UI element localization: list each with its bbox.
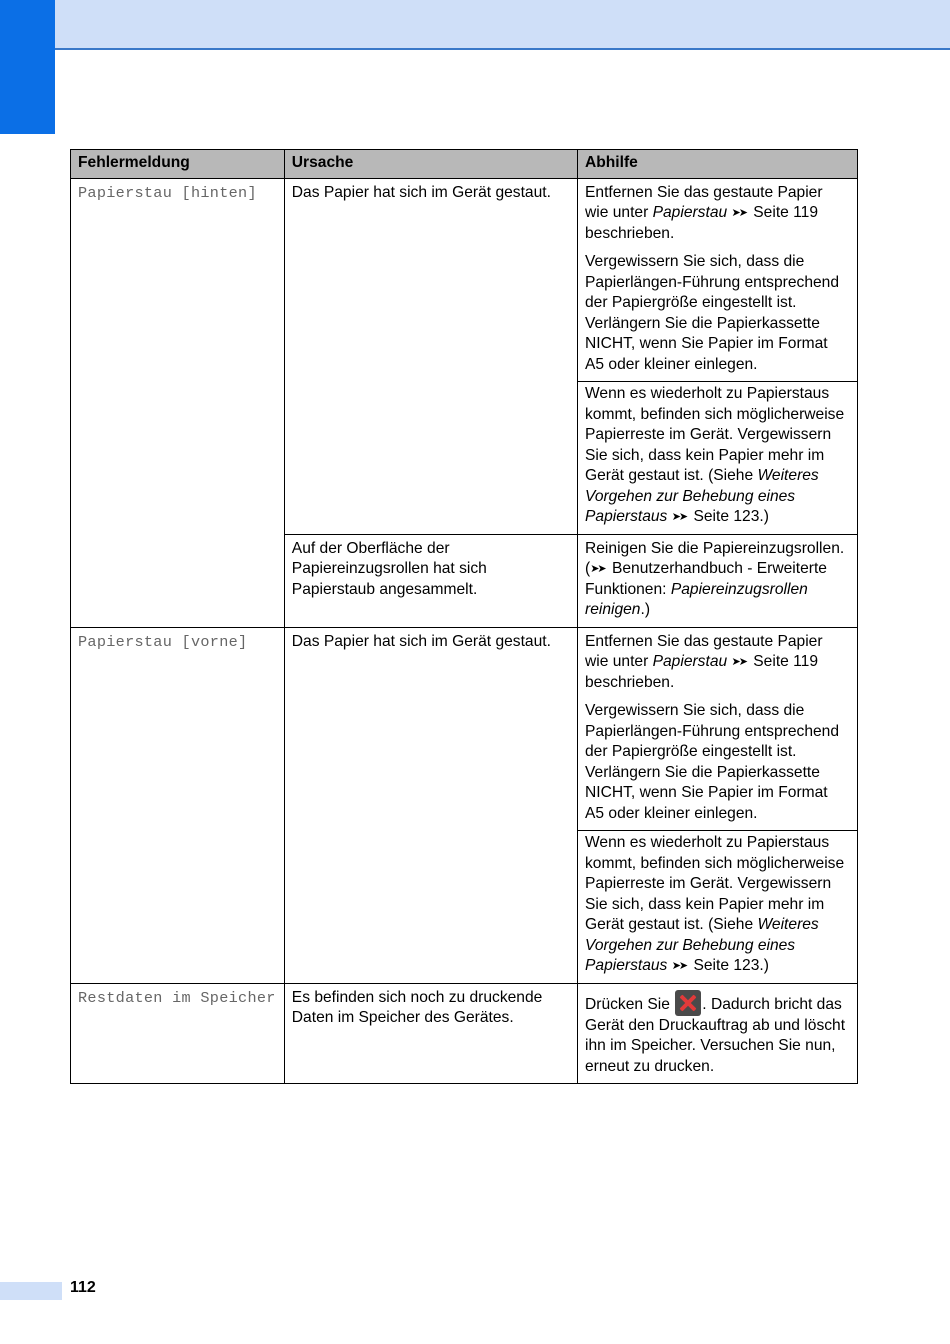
cause-cell: Das Papier hat sich im Gerät gestaut. (284, 627, 577, 983)
remedy-cell (578, 627, 858, 983)
column-header-remedy: Abhilfe (578, 150, 858, 179)
page-number-bar (0, 1282, 62, 1300)
remedy-paragraph: Vergewissern Sie sich, dass die Papierlängen-Führung entsprechend der Papiergröße eingestellt ist. Verlängern Sie die Papierkassette NICHT, wenn Sie Papier im Format A5 oder kleiner einlegen. (585, 702, 840, 822)
page-number: 112 (70, 1279, 96, 1296)
remedy-paragraph: Entfernen Sie das gestaute Papier wie unter Papierstau ➤➤ Seite 119 beschrieben. (585, 632, 823, 691)
double-arrow-icon: ➤➤ (590, 563, 605, 575)
column-header-error: Fehlermeldung (71, 150, 285, 179)
remedy-paragraph: Entfernen Sie das gestaute Papier wie unter Papierstau ➤➤ Seite 119 beschrieben. (585, 183, 823, 242)
table-header-row (71, 150, 858, 179)
remedy-cell (578, 983, 858, 1084)
remedy-paragraph: Wenn es wiederholt zu Papierstaus kommt, befinden sich möglicherweise Papierreste im Gerät. Vergewissern Sie sich, dass kein Papier mehr im Gerät gestaut ist. (Siehe Weiteres Vorgehen zur Behebung eines Papierstaus ➤➤ Seite 123.) (578, 830, 857, 983)
remedy-paragraph: Drücken Sie . Dadurch bricht das Gerät den Druckauftrag ab und löscht ihn im Speicher. Versuchen Sie nun, erneut zu drucken. (578, 984, 857, 1084)
error-message: Papierstau [vorne] (71, 627, 285, 983)
cause-cell: Auf der Oberfläche der Papiereinzugsrollen hat sich Papierstaub angesammelt. (284, 534, 577, 627)
error-message: Restdaten im Speicher (71, 983, 285, 1084)
remedy-cell (578, 178, 858, 534)
cancel-x-icon (675, 990, 701, 1016)
table-row (71, 627, 858, 983)
double-arrow-icon: ➤➤ (671, 511, 687, 523)
double-arrow-icon: ➤➤ (731, 207, 746, 219)
error-table (70, 149, 858, 1084)
remedy-paragraph: Vergewissern Sie sich, dass die Papierlängen-Führung entsprechend der Papiergröße eingestellt ist. Verlängern Sie die Papierkassette NICHT, wenn Sie Papier im Format A5 oder kleiner einlegen. (585, 253, 840, 373)
remedy-paragraph: Wenn es wiederholt zu Papierstaus kommt, befinden sich möglicherweise Papierreste im Gerät. Vergewissern Sie sich, dass kein Papier mehr im Gerät gestaut ist. (Siehe Weiteres Vorgehen zur Behebung eines Papierstaus ➤➤ Seite 123.) (578, 381, 857, 534)
remedy-cell (578, 534, 858, 627)
error-message: Papierstau [hinten] (71, 178, 285, 627)
double-arrow-icon: ➤➤ (731, 656, 746, 668)
column-header-cause: Ursache (284, 150, 577, 179)
header-band (55, 0, 950, 50)
double-arrow-icon: ➤➤ (671, 960, 687, 972)
cause-cell: Es befinden sich noch zu druckende Daten im Speicher des Gerätes. (284, 983, 577, 1084)
table-row (71, 983, 858, 1084)
remedy-paragraph: Reinigen Sie die Papiereinzugsrollen. (➤➤ Benutzerhandbuch - Erweiterte Funktionen: Papiereinzugsrollen reinigen.) (585, 539, 845, 618)
table-row (71, 178, 858, 534)
cause-cell: Das Papier hat sich im Gerät gestaut. (284, 178, 577, 534)
chapter-tab (0, 0, 55, 134)
